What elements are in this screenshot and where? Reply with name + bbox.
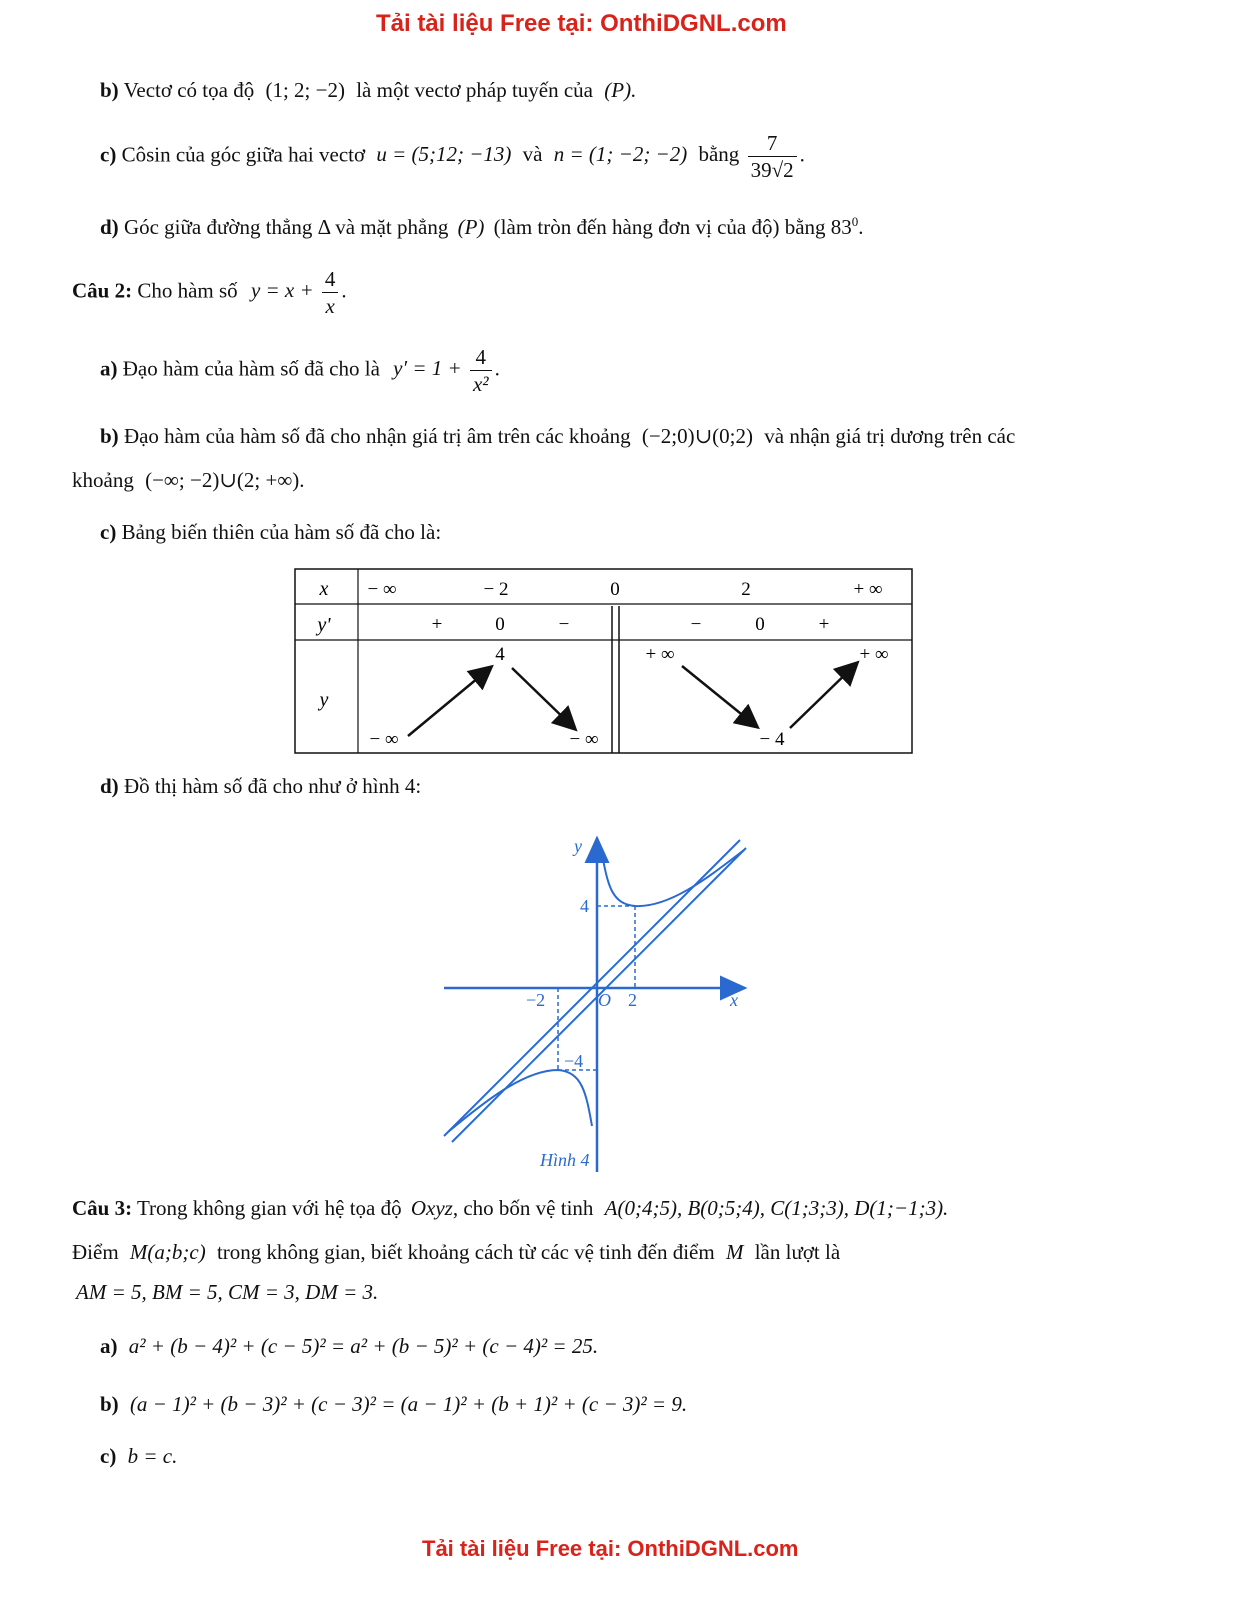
y-min-neg4: − 4 (759, 729, 785, 750)
q1-d-label: d) (100, 215, 119, 239)
q2-b-interval1: (−2;0)∪(0;2) (641, 424, 754, 448)
q1-d-text1: Góc giữa đường thẳng Δ và mặt phẳng (123, 215, 449, 239)
yp-plus-1: + (431, 614, 443, 635)
q1-c-vector-n: n = (1; −2; −2) (553, 142, 688, 167)
q2-item-c (100, 520, 441, 545)
q3-title: Câu 3: (72, 1196, 133, 1220)
y-neg-inf-right: − ∞ (569, 729, 599, 750)
q2-title: Câu 2: (72, 278, 133, 303)
arrow-decrease-2 (682, 666, 756, 726)
arrow-increase-2 (790, 664, 856, 728)
q3-c-equation: b = c. (127, 1444, 178, 1468)
yp-plus-2: + (818, 614, 830, 635)
q3-oxyz: Oxyz (410, 1196, 453, 1220)
q1-item-d (100, 214, 864, 240)
q2-item-b-line1 (100, 424, 1015, 449)
footer-banner: Tải tài liệu Free tại: OnthiDGNL.com (422, 1536, 799, 1561)
x-val-neg-inf: − ∞ (367, 579, 397, 600)
q2-d-label: d) (100, 774, 119, 798)
q3-a-equation: a² + (b − 4)² + (c − 5)² = a² + (b − 5)² + (c − 4)² = 25. (128, 1334, 599, 1358)
q3-line2-m2: M (725, 1240, 744, 1264)
q2-a-fraction (470, 344, 492, 397)
q2-b-label: b) (100, 424, 119, 448)
q2-a-label: a) (100, 356, 118, 381)
row-label-yprime: y' (317, 614, 331, 636)
q2-function-left: y = x + (250, 278, 314, 303)
label-tick-neg2: −2 (526, 990, 546, 1010)
q1-d-plane: (P) (457, 215, 485, 239)
q2-title-line: Câu 2: Cho hàm số y = x + $\frac{4}{x}$ . (72, 267, 347, 318)
q2-a-den: x² (472, 372, 489, 396)
q2-function-num: 4 (322, 266, 339, 293)
q3-line2-b: trong không gian, biết khoảng cách từ các vệ tinh đến điểm (216, 1240, 715, 1264)
q2-item-b-line2 (72, 468, 305, 493)
q1-c-numerator: 7 (748, 130, 797, 157)
y-neg-inf-left: − ∞ (369, 729, 399, 750)
q3-line2-c: lần lượt là (754, 1240, 841, 1264)
label-x-axis: x (730, 990, 738, 1010)
q1-b-label: b) (100, 78, 119, 102)
lower-branch (448, 1070, 592, 1132)
q2-b-interval2: (−∞; −2)∪(2; +∞). (145, 468, 305, 492)
q1-d-text2: (làm tròn đến hàng đơn vị của độ) bằng 83 (493, 215, 852, 239)
q2-intro: Cho hàm số (137, 278, 238, 303)
yp-zero-2: 0 (755, 614, 765, 635)
q2-function-fraction (322, 266, 339, 319)
q3-item-c (100, 1444, 177, 1469)
label-tick-4: 4 (580, 896, 589, 916)
label-tick-2: 2 (628, 990, 637, 1010)
label-tick-neg4: −4 (564, 1051, 584, 1071)
q3-b-equation: (a − 1)² + (b − 3)² + (c − 3)² = (a − 1)² + (b + 1)² + (c − 3)² = 9. (129, 1392, 688, 1416)
row-label-y: y (319, 689, 329, 711)
y-pos-inf-right: + ∞ (859, 644, 889, 665)
header-banner: Tải tài liệu Free tại: OnthiDGNL.com (376, 10, 787, 37)
q3-line2 (72, 1240, 840, 1265)
q1-c-denominator: 39√2 (750, 158, 794, 182)
row-label-x: x (319, 578, 329, 600)
q2-b-text2: và nhận giá trị dương trên các (764, 424, 1016, 448)
q3-line3 (76, 1280, 378, 1305)
q3-text1: Trong không gian với hệ tọa độ (136, 1196, 402, 1220)
q3-item-a (100, 1334, 598, 1359)
q3-b-label: b) (100, 1392, 119, 1416)
x-val-2: 2 (741, 579, 751, 600)
label-y-axis: y (574, 836, 582, 856)
x-val-pos-inf: + ∞ (853, 579, 883, 600)
q2-item-d (100, 774, 421, 799)
q2-function-den: x (325, 294, 335, 318)
yp-zero-1: 0 (495, 614, 505, 635)
q2-a-num: 4 (470, 344, 492, 371)
q3-line1 (72, 1196, 948, 1221)
q2-c-text: Bảng biến thiên của hàm số đã cho là: (121, 520, 442, 544)
q1-item-b (100, 78, 636, 103)
y-max-4: 4 (495, 644, 505, 665)
x-val-0: 0 (610, 579, 620, 600)
arrow-decrease-1 (512, 668, 574, 728)
arrow-increase-1 (408, 668, 490, 736)
q1-d-degree: 0 (851, 214, 859, 229)
q3-points: A(0;4;5), B(0;5;4), C(1;3;3), D(1;−1;3). (604, 1196, 949, 1220)
q1-c-text2: bằng (698, 142, 740, 167)
q2-b-text1: Đạo hàm của hàm số đã cho nhận giá trị âm trên các khoảng (123, 424, 631, 448)
label-origin: O (598, 990, 611, 1010)
q3-text2: , cho bốn vệ tinh (452, 1196, 594, 1220)
q1-c-vector-u: u = (5;12; −13) (376, 142, 512, 167)
q2-a-left: y′ = 1 + (393, 356, 462, 381)
q1-c-text1: Côsin của góc giữa hai vectơ (121, 142, 366, 167)
q2-a-text: Đạo hàm của hàm số đã cho là (122, 356, 380, 381)
q1-c-fraction (748, 130, 797, 183)
q3-item-b (100, 1392, 687, 1417)
q1-b-plane: (P). (604, 78, 637, 102)
q2-item-a: a) Đạo hàm của hàm số đã cho là y′ = 1 + $\frac{4}{\text{x²}}$ . (100, 345, 500, 396)
q3-line2-m: M(a;b;c) (129, 1240, 206, 1264)
x-val-neg2: − 2 (483, 579, 509, 600)
q1-d-end: . (858, 215, 864, 239)
q3-a-label: a) (100, 1334, 118, 1358)
graph-caption: Hình 4 (540, 1150, 590, 1170)
q1-c-and: và (522, 142, 543, 167)
y-pos-inf-left: + ∞ (645, 644, 675, 665)
q3-line2-a: Điểm (72, 1240, 119, 1264)
yp-minus-1: − (558, 614, 570, 635)
function-graph (440, 826, 780, 1176)
q2-d-text: Đồ thị hàm số đã cho như ở hình 4: (123, 774, 422, 798)
q3-c-label: c) (100, 1444, 117, 1468)
variation-table (294, 568, 914, 756)
q1-b-text1: Vectơ có tọa độ (123, 78, 255, 102)
q1-b-text2: là một vectơ pháp tuyến của (356, 78, 593, 102)
q3-distances: AM = 5, BM = 5, CM = 3, DM = 3. (76, 1280, 379, 1304)
q2-b-text3: khoảng (72, 468, 134, 492)
yp-minus-2: − (690, 614, 702, 635)
q2-c-label: c) (100, 520, 117, 544)
q1-b-vector: (1; 2; −2) (265, 78, 345, 102)
q1-item-c: c) Côsin của góc giữa hai vectơ u = (5;12; −13) và n = (1; −2; −2) bằng $\frac{7}{39√2}$ . (100, 131, 805, 182)
q1-c-label: c) (100, 142, 117, 167)
